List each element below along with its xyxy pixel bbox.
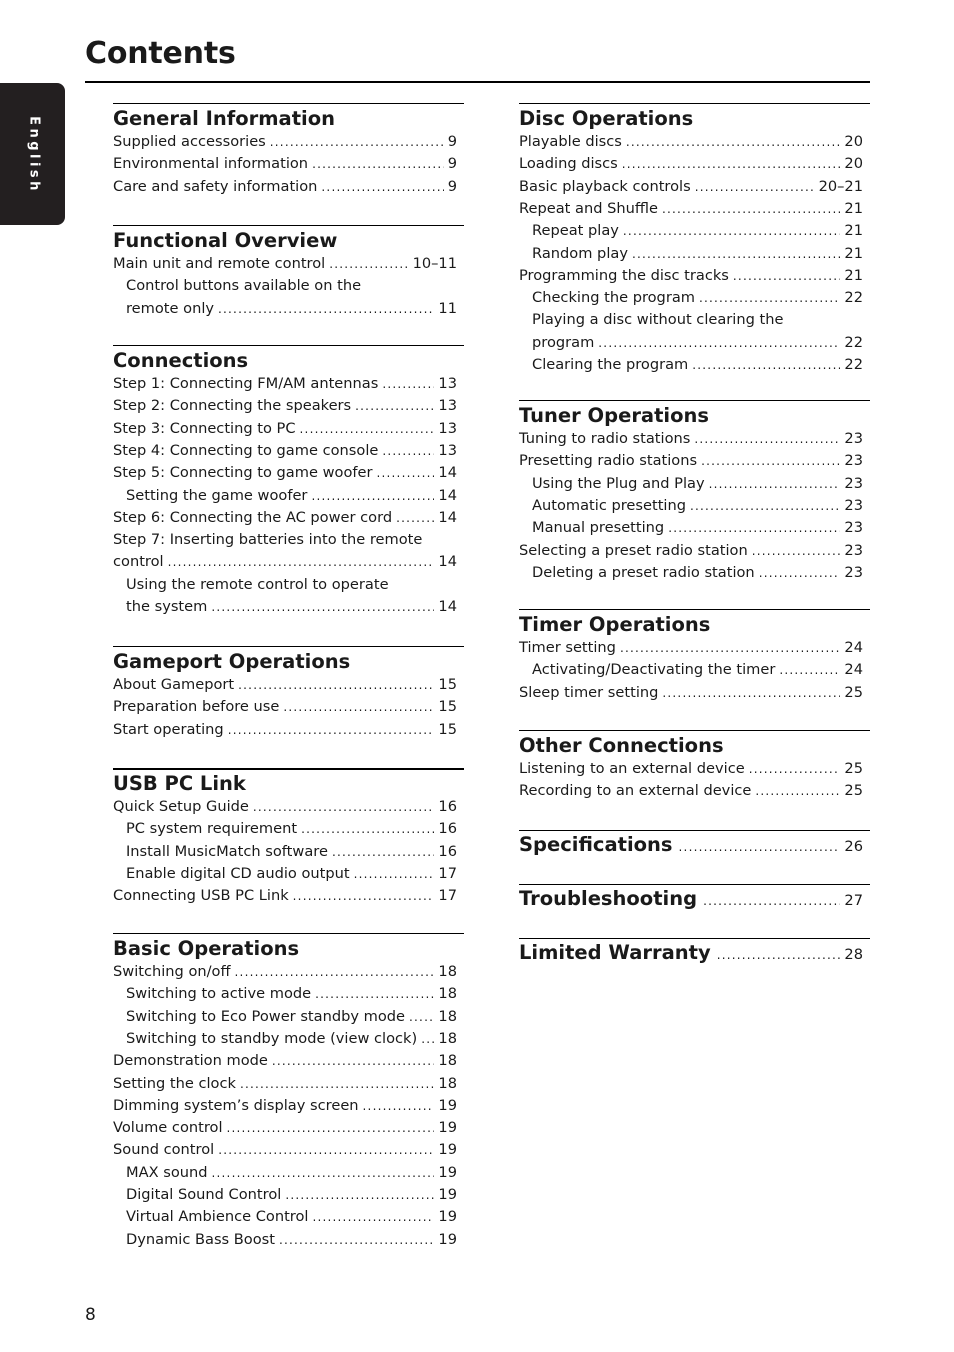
dot-leader xyxy=(377,463,435,483)
dot-leader xyxy=(253,797,435,817)
toc-entry-label: Main unit and remote control xyxy=(113,255,326,272)
toc-entry-page: 23 xyxy=(844,430,863,447)
toc-entry-label: PC system requirement xyxy=(126,820,298,838)
title-rule xyxy=(85,81,870,83)
toc-entry-page: 27 xyxy=(844,892,863,909)
toc-entry-label: Enable digital CD audio output xyxy=(126,864,350,882)
toc-entry-page: 20–21 xyxy=(818,177,863,195)
toc-entry-label: Switching on/off xyxy=(113,963,231,980)
toc-section-gameport-operations xyxy=(113,646,457,738)
toc-entry-page: 10–11 xyxy=(412,255,457,272)
section-title: Gameport Operations xyxy=(113,650,351,673)
toc-entry-page: 19 xyxy=(438,1096,457,1114)
dot-leader xyxy=(285,1185,434,1205)
toc-entry[interactable] xyxy=(113,552,457,572)
toc-entry[interactable] xyxy=(519,266,863,286)
toc-entry-label: Listening to an external device xyxy=(519,760,745,777)
toc-entry-page: 24 xyxy=(844,639,863,656)
toc-entry-page: 19 xyxy=(438,1186,457,1203)
toc-entry-label: Tuning to radio stations xyxy=(519,430,691,447)
toc-entry-page: 17 xyxy=(438,864,457,882)
section-title: Troubleshooting xyxy=(519,887,698,910)
dot-leader xyxy=(312,1207,434,1227)
dot-leader xyxy=(301,819,434,839)
toc-entry-label: Switching to Eco Power standby mode xyxy=(126,1007,406,1025)
dot-leader xyxy=(168,552,435,572)
dot-leader xyxy=(228,720,435,740)
toc-entry-label: Install MusicMatch software xyxy=(126,842,328,860)
toc-entry[interactable] xyxy=(532,660,863,680)
section-title: Basic Operations xyxy=(113,937,300,960)
toc-entry-page: 11 xyxy=(438,299,457,317)
toc-entry-label: Repeat and Shuffle xyxy=(519,199,658,217)
toc-entry-label: Preparation before use xyxy=(113,698,280,716)
dot-leader xyxy=(235,962,435,982)
dot-leader xyxy=(355,396,434,416)
toc-entry[interactable] xyxy=(519,154,863,174)
dot-leader xyxy=(272,1051,435,1071)
toc-entry[interactable] xyxy=(126,299,457,319)
dot-leader xyxy=(270,132,444,152)
toc-entry-page: 23 xyxy=(844,563,863,581)
toc-entry-label: MAX sound xyxy=(126,1163,208,1181)
toc-entry-page: 23 xyxy=(844,474,863,492)
toc-entry-page: 20 xyxy=(844,155,863,173)
dot-leader xyxy=(695,177,815,197)
toc-entry-label: Step 1: Connecting FM/AM antennas xyxy=(113,375,379,392)
toc-entry-label: Demonstration mode xyxy=(113,1052,268,1070)
dot-leader xyxy=(759,563,841,583)
toc-entry-label: Step 4: Connecting to game console xyxy=(113,441,379,459)
toc-entry-label: Switching to standby mode (view clock) xyxy=(126,1029,418,1047)
toc-entry-label: About Gameport xyxy=(113,676,235,693)
toc-entry[interactable] xyxy=(113,1074,457,1094)
toc-entry[interactable] xyxy=(113,419,457,439)
toc-entry-label: Using the remote control to operate xyxy=(126,575,389,593)
toc-entry-label: Timer setting xyxy=(519,639,616,656)
toc-entry[interactable] xyxy=(519,177,863,197)
toc-entry[interactable] xyxy=(113,720,457,740)
dot-leader xyxy=(227,1118,435,1138)
toc-section-general-information xyxy=(113,103,457,195)
toc-entry[interactable] xyxy=(126,1207,457,1227)
dot-leader xyxy=(662,199,840,219)
toc-entry-page: 19 xyxy=(438,1119,457,1137)
toc-entry-page: 16 xyxy=(438,820,457,838)
toc-entry-label: Recording to an external device xyxy=(519,782,752,800)
toc-entry-label: Loading discs xyxy=(519,155,618,173)
toc-entry[interactable] xyxy=(519,199,863,219)
toc-entry-label: program xyxy=(532,333,595,351)
toc-entry-page: 21 xyxy=(844,266,863,284)
toc-entry[interactable] xyxy=(519,759,863,779)
toc-entry-label: Manual presetting xyxy=(532,519,665,537)
dot-leader xyxy=(752,541,841,561)
section-title: Timer Operations xyxy=(519,613,711,636)
toc-entry[interactable] xyxy=(126,575,457,595)
dot-leader xyxy=(717,948,841,962)
toc-entry[interactable] xyxy=(126,842,457,862)
toc-entry-label: Step 5: Connecting to game woofer xyxy=(113,464,373,482)
toc-section-disc-operations xyxy=(519,103,863,373)
toc-entry-page: 16 xyxy=(438,798,457,815)
toc-major-entry[interactable] xyxy=(519,941,863,964)
toc-entry-label: Volume control xyxy=(113,1119,223,1137)
toc-entry[interactable] xyxy=(532,244,863,264)
toc-entry-page: 23 xyxy=(844,541,863,559)
toc-entry[interactable] xyxy=(126,1007,457,1027)
toc-entry[interactable] xyxy=(532,221,863,241)
toc-entry-page: 22 xyxy=(844,356,863,373)
toc-section-timer-operations xyxy=(519,609,863,701)
section-title: USB PC Link xyxy=(113,772,246,795)
toc-entry-label: remote only xyxy=(126,299,215,317)
toc-entry-label: Sleep timer setting xyxy=(519,683,659,701)
toc-entry-label: Dimming system’s display screen xyxy=(113,1096,359,1114)
toc-entry[interactable] xyxy=(519,132,863,152)
toc-entry-label: Automatic presetting xyxy=(532,496,686,514)
dot-leader xyxy=(690,496,840,516)
toc-entry-page: 19 xyxy=(438,1230,457,1248)
toc-entry[interactable] xyxy=(126,819,457,839)
toc-entry[interactable] xyxy=(113,797,457,817)
dot-leader xyxy=(293,886,435,906)
dot-leader xyxy=(211,597,434,617)
toc-entry[interactable] xyxy=(113,886,457,906)
section-title: Connections xyxy=(113,349,249,372)
toc-entry-label: Control buttons available on the xyxy=(126,277,362,295)
dot-leader xyxy=(279,1230,434,1250)
dot-leader xyxy=(623,221,841,241)
toc-entry-label: Environmental information xyxy=(113,155,309,173)
toc-entry-label: Virtual Ambience Control xyxy=(126,1208,309,1226)
toc-entry-label: Step 2: Connecting the speakers xyxy=(113,397,352,415)
toc-entry-page: 13 xyxy=(438,441,457,459)
toc-entry[interactable] xyxy=(113,441,457,461)
dot-leader xyxy=(749,759,841,779)
toc-entry-label: Repeat play xyxy=(532,222,619,240)
toc-entry-label: Random play xyxy=(532,244,628,262)
toc-entry-page: 13 xyxy=(438,397,457,415)
section-title: Tuner Operations xyxy=(519,404,709,427)
dot-leader xyxy=(312,154,444,174)
dot-leader xyxy=(632,244,840,264)
dot-leader xyxy=(300,419,435,439)
dot-leader xyxy=(240,1074,434,1094)
toc-entry-page: 21 xyxy=(844,244,863,262)
toc-entry-label: Step 7: Inserting batteries into the remote xyxy=(113,531,423,549)
toc-entry[interactable] xyxy=(126,597,457,617)
toc-section-tuner-operations xyxy=(519,400,863,581)
toc-entry[interactable] xyxy=(519,451,863,471)
toc-section-functional-overview xyxy=(113,225,457,317)
toc-entry[interactable] xyxy=(113,396,457,416)
toc-entry[interactable] xyxy=(126,1185,457,1205)
toc-entry-label: Dynamic Bass Boost xyxy=(126,1230,275,1248)
dot-leader xyxy=(283,697,434,717)
toc-entry[interactable] xyxy=(113,177,457,197)
language-tab-label: English xyxy=(26,116,42,194)
toc-entry-page: 14 xyxy=(438,486,457,504)
toc-entry[interactable] xyxy=(113,1118,457,1138)
toc-entry-page: 23 xyxy=(844,519,863,537)
dot-leader xyxy=(733,266,841,286)
toc-entry-label: Supplied accessories xyxy=(113,133,266,150)
toc-entry[interactable] xyxy=(532,333,863,353)
toc-entry[interactable] xyxy=(126,864,457,884)
toc-entry-page: 18 xyxy=(438,1007,457,1025)
toc-entry-label: Playable discs xyxy=(519,133,622,150)
section-title: Specifications xyxy=(519,833,673,856)
toc-entry-page: 16 xyxy=(438,842,457,860)
dot-leader xyxy=(212,1163,435,1183)
toc-entry[interactable] xyxy=(113,463,457,483)
toc-entry-page: 19 xyxy=(438,1208,457,1226)
toc-entry[interactable] xyxy=(113,1140,457,1160)
toc-entry-page: 14 xyxy=(438,553,457,571)
toc-entry[interactable] xyxy=(113,508,457,528)
toc-entry-label: Setting the game woofer xyxy=(126,486,308,504)
section-title: Functional Overview xyxy=(113,229,338,252)
dot-leader xyxy=(332,842,434,862)
toc-entry[interactable] xyxy=(126,1163,457,1183)
section-title: Disc Operations xyxy=(519,107,694,130)
toc-entry-label: Step 6: Connecting the AC power cord xyxy=(113,508,393,526)
toc-entry-page: 21 xyxy=(844,199,863,217)
toc-entry-page: 19 xyxy=(438,1141,457,1159)
dot-leader xyxy=(315,984,434,1004)
dot-leader xyxy=(694,429,840,449)
dot-leader xyxy=(755,781,840,801)
dot-leader xyxy=(421,1029,434,1049)
toc-entry-page: 19 xyxy=(438,1163,457,1181)
toc-entry-label: the system xyxy=(126,598,208,615)
toc-major-entry[interactable] xyxy=(519,887,863,910)
dot-leader xyxy=(321,177,443,197)
toc-entry[interactable] xyxy=(519,429,863,449)
dot-leader xyxy=(382,441,434,461)
toc-entry-page: 9 xyxy=(447,133,457,150)
toc-entry[interactable] xyxy=(113,374,457,394)
dot-leader xyxy=(709,474,841,494)
toc-entry[interactable] xyxy=(113,154,457,174)
dot-leader xyxy=(622,154,841,174)
toc-entry[interactable] xyxy=(532,518,863,538)
toc-entry[interactable] xyxy=(113,675,457,695)
dot-leader xyxy=(363,1096,435,1116)
toc-entry-page: 18 xyxy=(438,963,457,980)
toc-entry[interactable] xyxy=(126,276,457,296)
toc-entry[interactable] xyxy=(113,962,457,982)
toc-section-usb-pc-link xyxy=(113,768,457,905)
toc-entry-page: 18 xyxy=(438,985,457,1003)
dot-leader xyxy=(382,374,434,394)
toc-entry-page: 15 xyxy=(438,676,457,693)
toc-entry[interactable] xyxy=(532,310,863,330)
toc-entry-label: Step 3: Connecting to PC xyxy=(113,419,296,437)
section-title: Limited Warranty xyxy=(519,941,711,964)
toc-entry[interactable] xyxy=(113,1051,457,1071)
toc-entry-page: 17 xyxy=(438,887,457,905)
toc-entry-label: Checking the program xyxy=(532,289,695,307)
dot-leader xyxy=(598,333,840,353)
dot-leader xyxy=(679,840,841,854)
toc-entry-page: 18 xyxy=(438,1052,457,1070)
toc-entry-page: 9 xyxy=(447,177,457,195)
dot-leader xyxy=(699,288,840,308)
toc-entry[interactable] xyxy=(519,781,863,801)
toc-entry-label: Care and safety information xyxy=(113,177,318,195)
toc-entry-page: 20 xyxy=(844,133,863,150)
toc-entry-page: 23 xyxy=(844,496,863,514)
toc-entry[interactable] xyxy=(126,486,457,506)
toc-entry[interactable] xyxy=(532,474,863,494)
toc-entry-label: Quick Setup Guide xyxy=(113,798,249,815)
dot-leader xyxy=(626,132,841,152)
dot-leader xyxy=(620,638,840,658)
toc-entry[interactable] xyxy=(519,638,863,658)
toc-entry[interactable] xyxy=(113,530,457,550)
toc-entry-page: 25 xyxy=(844,760,863,777)
toc-entry-page: 13 xyxy=(438,375,457,392)
dot-leader xyxy=(218,1140,434,1160)
dot-leader xyxy=(238,675,434,695)
toc-entry[interactable] xyxy=(532,496,863,516)
language-tab xyxy=(0,83,65,225)
toc-entry[interactable] xyxy=(532,355,863,375)
toc-entry[interactable] xyxy=(113,1096,457,1116)
toc-entry-label: Deleting a preset radio station xyxy=(532,563,755,581)
toc-section-basic-operations xyxy=(113,933,457,1248)
dot-leader xyxy=(692,355,840,375)
toc-entry-page: 15 xyxy=(438,720,457,738)
toc-entry[interactable] xyxy=(532,563,863,583)
toc-entry[interactable] xyxy=(532,288,863,308)
toc-entry[interactable] xyxy=(519,541,863,561)
toc-entry-page: 26 xyxy=(844,838,863,855)
toc-entry-label: Basic playback controls xyxy=(519,177,691,195)
toc-entry-label: Presetting radio stations xyxy=(519,452,698,470)
toc-entry-page: 15 xyxy=(438,698,457,716)
toc-section-other-connections xyxy=(519,730,863,800)
toc-entry-page: 13 xyxy=(438,419,457,437)
toc-entry[interactable] xyxy=(519,683,863,703)
toc-entry-page: 18 xyxy=(438,1029,457,1047)
toc-entry[interactable] xyxy=(113,697,457,717)
toc-entry[interactable] xyxy=(126,984,457,1004)
section-title: Other Connections xyxy=(519,734,724,757)
toc-entry-page: 14 xyxy=(438,508,457,526)
dot-leader xyxy=(662,683,840,703)
toc-entry[interactable] xyxy=(126,1029,457,1049)
toc-major-entry[interactable] xyxy=(519,833,863,856)
toc-entry-label: Activating/Deactivating the timer xyxy=(532,661,776,679)
toc-entry-page: 9 xyxy=(447,155,457,173)
toc-entry[interactable] xyxy=(126,1230,457,1250)
dot-leader xyxy=(703,894,840,908)
dot-leader xyxy=(396,508,434,528)
toc-entry-page: 22 xyxy=(844,289,863,307)
dot-leader xyxy=(668,518,840,538)
dot-leader xyxy=(701,451,840,471)
toc-entry-page: 25 xyxy=(844,683,863,701)
page-number: 8 xyxy=(85,1305,96,1325)
dot-leader xyxy=(409,1007,434,1027)
toc-entry-page: 23 xyxy=(844,452,863,470)
toc-entry[interactable] xyxy=(113,132,457,152)
toc-entry-page: 25 xyxy=(844,782,863,800)
toc-entry-page: 14 xyxy=(438,464,457,482)
section-title: General Information xyxy=(113,107,335,130)
toc-entry-label: Using the Plug and Play xyxy=(532,474,705,492)
dot-leader xyxy=(354,864,435,884)
toc-entry-label: Sound control xyxy=(113,1141,215,1159)
toc-entry-label: Start operating xyxy=(113,720,224,738)
dot-leader xyxy=(311,486,434,506)
dot-leader xyxy=(779,660,840,680)
dot-leader xyxy=(329,254,408,274)
toc-entry-page: 24 xyxy=(844,661,863,679)
toc-entry-page: 14 xyxy=(438,598,457,615)
toc-entry-label: Digital Sound Control xyxy=(126,1186,282,1203)
toc-entry[interactable] xyxy=(113,254,457,274)
toc-entry-label: Switching to active mode xyxy=(126,985,312,1003)
toc-entry-page: 28 xyxy=(844,946,863,963)
toc-entry-label: Selecting a preset radio station xyxy=(519,541,748,559)
toc-entry-label: Playing a disc without clearing the xyxy=(532,311,784,329)
dot-leader xyxy=(218,299,434,319)
page-title: Contents xyxy=(85,36,236,71)
toc-entry-label: Programming the disc tracks xyxy=(519,266,729,284)
toc-entry-label: Connecting USB PC Link xyxy=(113,887,289,905)
toc-entry-page: 18 xyxy=(438,1074,457,1092)
toc-entry-page: 22 xyxy=(844,333,863,351)
toc-entry-label: Clearing the program xyxy=(532,356,689,373)
toc-entry-label: control xyxy=(113,553,164,571)
toc-entry-page: 21 xyxy=(844,222,863,240)
toc-section-connections xyxy=(113,345,457,615)
toc-entry-label: Setting the clock xyxy=(113,1074,236,1092)
